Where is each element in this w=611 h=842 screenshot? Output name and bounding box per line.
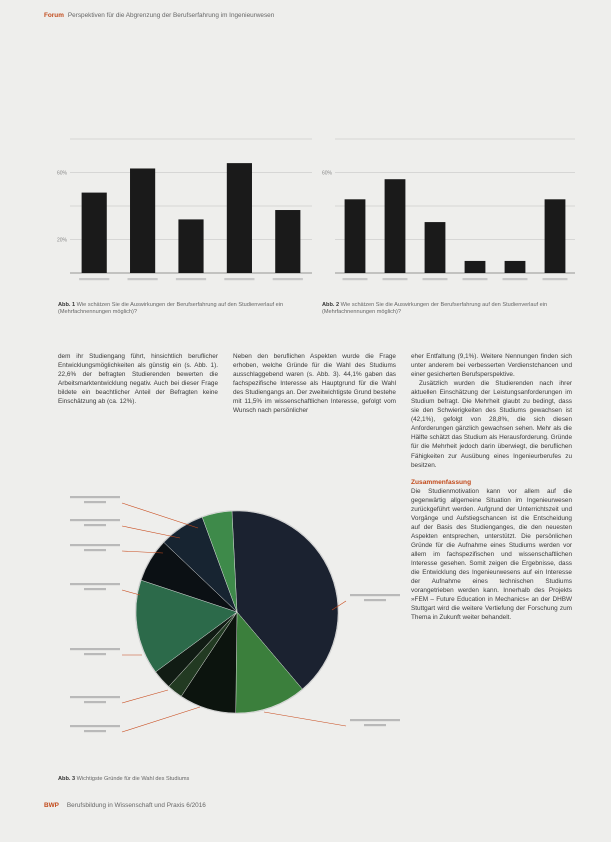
slice-label <box>84 701 106 703</box>
x-tick-label <box>176 278 206 280</box>
bar <box>178 219 203 273</box>
section-title: Zusammenfassung <box>411 478 472 486</box>
x-tick-label <box>79 278 109 280</box>
caption-abb3 <box>58 776 358 783</box>
slice-label <box>70 648 120 650</box>
body-column-3 <box>411 352 572 798</box>
bar <box>385 179 406 273</box>
caption-abb1-text: Wie schätzen Sie die Auswirkungen der Berufserfahrung auf den Studienverlauf ein (Mehrfachnennungen möglich)? <box>58 302 284 315</box>
slice-label <box>70 496 120 498</box>
body-paragraph: Die Studienmotivation kann vor allem auf die gegenwärtig allgemeine Situation im Ingenieurwesen zurückgeführt werden. Aufgrund der Unterrichtszeit und Vorgänge und Aufstiegschancen ist die Entscheidung auf der Basis des Studienganges, die den neuesten Aspekten entsprechen, unterstützt. Die persönlichen Gründe für die Aufnahme eines Studiums werden vor allem im fachspezifischen und wissenschaftlichen Interesse gesehen. Somit zeigen die Ergebnisse, dass die Entwicklung des Ingenieurwesens auf ein Interesse der Aufnahme eines technischen Studiums vorangetrieben werden kann. Innerhalb des Projekts »FEM – Future Education in Mechanics« an der DHBW Stuttgart wird die weitere Vertiefung der Forschung zum Thema in Zukunft weiter behandelt. <box>411 487 572 622</box>
slice-label <box>364 724 386 726</box>
bar <box>227 163 252 273</box>
leader-line <box>122 707 200 732</box>
body-column-1 <box>58 352 218 406</box>
slice-label <box>84 501 106 503</box>
slice-label <box>84 524 106 526</box>
x-tick-label <box>273 278 303 280</box>
bar <box>275 210 300 273</box>
caption-abb1 <box>58 302 308 316</box>
caption-abb3-label: Abb. 3 <box>58 776 76 782</box>
x-tick-label <box>423 278 448 280</box>
body-paragraph: dem ihr Studiengang führt, hinsichtlich beruflicher Entwicklungsmöglichkeiten als günstig ein (s. Abb. 1). 22,6% der befragten Studierenden bewerten die Arbeitsmarktentwicklung negativ. Auch bei dieser Frage bildete ein beachtlicher Anteil der Befragten keine Einschätzung ab (ca. 12%). <box>58 353 218 406</box>
body-paragraph: Neben den beruflichen Aspekten wurde die Frage erhoben, welche Gründe für die Wahl des Studiums ausschlaggebend waren (s. Abb. 3). 44,1% gaben das fachspezifische Interesse als Hauptgrund für die Wahl des Studiengangs an. Der zweitwichtigste Grund bestehe mit 11,5% im wissenschaftlichen Interesse, gefolgt vom Wunsch nach persönlicher <box>233 353 396 415</box>
caption-abb2-label: Abb. 2 <box>322 302 340 308</box>
leader-line <box>264 712 346 726</box>
leader-line <box>122 503 198 528</box>
footer-text: Berufsbildung in Wissenschaft und Praxis 6/2016 <box>66 802 206 809</box>
body-paragraph: Zusätzlich wurden die Studierenden nach ihrer aktuellen Einschätzung der Leistungsanforderungen im Studium befragt. Die Mehrheit glaubt zu bedingt, dass sie den Schwierigkeiten des Studiums gewachsen ist (42,1%), gefolgt von 28,8%, die sich diesen Anforderungen gänzlich gewachsen sehen. Mehr als die Hälfte schätzt das Studium als Herausforderung. Gründe für die Mehrheit jedoch darin überwiegt, die beruflichen Fähigkeiten zur Ausübung eines Ingenieurberufes zu besitzen. <box>411 380 572 469</box>
x-tick-label <box>463 278 488 280</box>
caption-abb3-text: Wichtigste Gründe für die Wahl des Studiums <box>76 776 190 782</box>
leader-line <box>122 690 168 703</box>
bar <box>345 199 366 273</box>
x-tick-label <box>127 278 157 280</box>
bar <box>82 193 107 273</box>
page-footer <box>44 802 206 809</box>
slice-label <box>350 594 400 596</box>
slice-label <box>84 549 106 551</box>
x-tick-label <box>543 278 568 280</box>
bar <box>545 199 566 273</box>
slice-label <box>70 696 120 698</box>
x-tick-label <box>383 278 408 280</box>
slice-label <box>364 599 386 601</box>
bar <box>425 222 446 273</box>
caption-abb2 <box>322 302 572 316</box>
slice-label <box>70 544 120 546</box>
bar <box>505 261 526 273</box>
body-column-2 <box>233 352 396 415</box>
bar <box>130 168 155 273</box>
caption-abb1-label: Abb. 1 <box>58 302 76 308</box>
caption-abb2-text: Wie schätzen Sie die Auswirkungen der Berufserfahrung auf den Studienverlauf ein (Mehrfachnennungen möglich)? <box>322 302 548 315</box>
y-tick-label: 60% <box>56 170 67 177</box>
bar <box>465 261 486 273</box>
slice-label <box>350 719 400 721</box>
slice-label <box>70 583 120 585</box>
x-tick-label <box>503 278 528 280</box>
y-tick-label: 20% <box>56 237 67 244</box>
footer-page: BWP <box>44 802 59 809</box>
header-section: Forum <box>44 12 64 19</box>
slice-label <box>70 725 120 727</box>
slice-label <box>84 588 106 590</box>
slice-label <box>84 653 106 655</box>
leader-line <box>122 526 180 538</box>
slice-label <box>70 519 120 521</box>
y-tick-label: 60% <box>321 170 332 177</box>
slice-label <box>84 730 106 732</box>
x-tick-label <box>224 278 254 280</box>
header-text: Perspektiven für die Abgrenzung der Berufserfahrung im Ingenieurwesen <box>67 12 275 19</box>
body-paragraph: eher Entfaltung (9,1%). Weitere Nennungen finden sich unter anderem bei verbesserten Verdienstchancen und einer gesicherten Berufsperspektive. <box>411 353 572 379</box>
x-tick-label <box>343 278 368 280</box>
